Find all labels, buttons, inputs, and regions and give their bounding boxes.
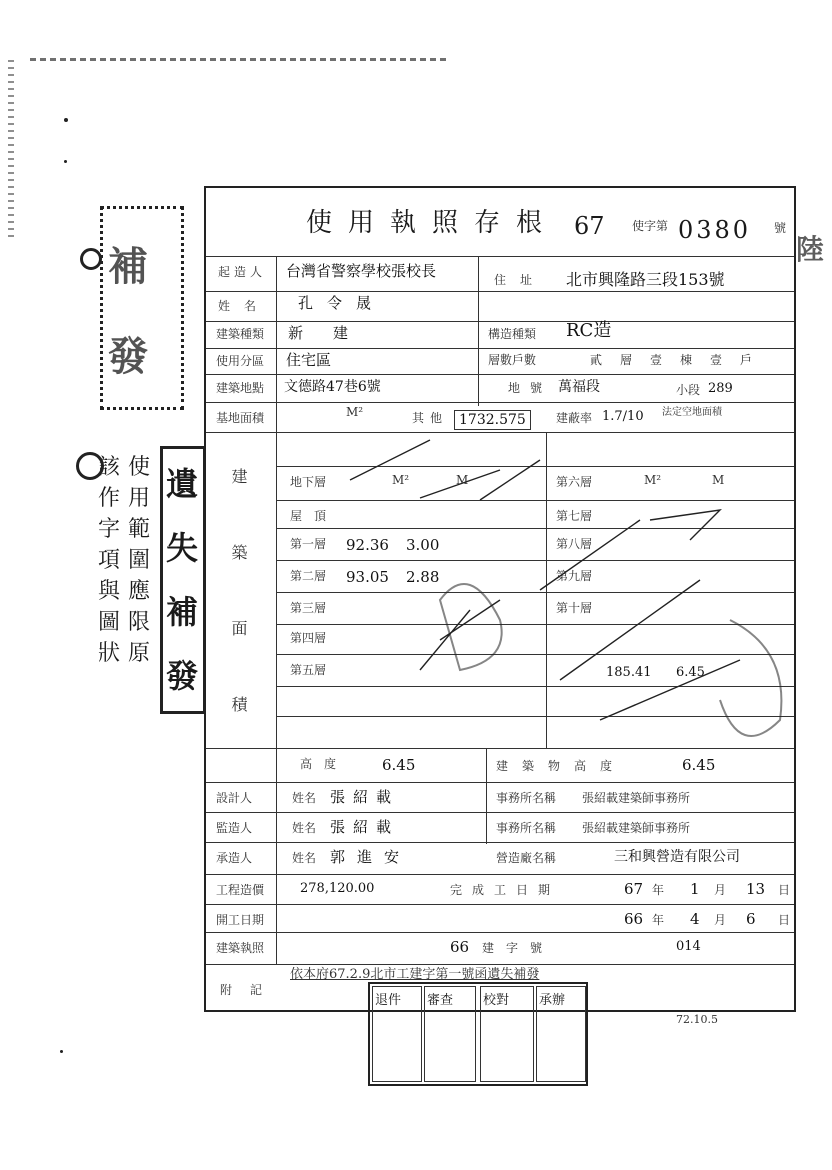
- location-value: 文德路47巷6號: [284, 379, 381, 395]
- start-day-unit: 日: [778, 913, 791, 927]
- households-value: 貳層壹棟壹戶: [590, 353, 771, 367]
- builder-label: 承造人: [216, 851, 253, 865]
- seal-char: 補: [108, 243, 148, 290]
- structure-value: RC造: [566, 320, 612, 341]
- building-type-label: 建築種類: [216, 327, 265, 341]
- designer-firm: 張紹載建築師事務所: [582, 791, 691, 805]
- speck: [60, 1050, 63, 1053]
- builder-firm: 三和興營造有限公司: [614, 849, 740, 865]
- circle-mark: [80, 248, 102, 270]
- floor-9-label: 第九層: [556, 569, 593, 583]
- builder-name-label: 姓名: [292, 851, 317, 865]
- designer-name: 張紹載: [330, 788, 400, 806]
- side-note-col-1: 該 作 字 項 與 圖 狀: [98, 455, 121, 666]
- supervisor-firm: 張紹載建築師事務所: [582, 821, 691, 835]
- seal-text: [108, 222, 148, 402]
- start-day: 6: [746, 910, 756, 928]
- start-year-unit: 年: [652, 913, 665, 927]
- supervisor-firm-label: 事務所名稱: [496, 821, 557, 835]
- form-number-suffix: 號: [774, 221, 787, 235]
- address-label: 住址: [494, 273, 547, 287]
- form-year: 67: [574, 212, 605, 240]
- floor-10-label: 第十層: [556, 601, 593, 615]
- start-month: 4: [690, 910, 700, 928]
- floor-3-label: 第三層: [290, 601, 327, 615]
- building-height-value: 6.45: [682, 756, 716, 774]
- floor-2-height: 2.88: [406, 568, 440, 586]
- completion-label: 完成工日期: [450, 883, 561, 897]
- structure-label: 構造種類: [488, 327, 537, 341]
- approval-stamp: 審查: [424, 986, 476, 1082]
- ratio-value: 1.7/10: [602, 409, 644, 424]
- building-height-label: 建築物高度: [496, 759, 627, 773]
- form-number: 0380: [678, 216, 752, 244]
- total-label: 其他: [412, 411, 449, 425]
- usage-value: 住宅區: [286, 351, 332, 369]
- applicant-label: 起造人: [218, 265, 267, 279]
- form-number-label: 使字第: [632, 219, 669, 233]
- permit-form: [204, 186, 796, 1012]
- remarks-label: 附記: [220, 983, 281, 997]
- right-edge-mark: 陸: [796, 233, 825, 266]
- applicant-value: 台灣省警察學校張校長: [286, 262, 437, 280]
- location-label: 建築地點: [216, 381, 265, 395]
- total-value: 1732.575: [454, 410, 531, 430]
- floor-1-label: 第一層: [290, 537, 327, 551]
- designer-firm-label: 事務所名稱: [496, 791, 557, 805]
- roof-label: 屋頂: [290, 509, 339, 523]
- permit-text: 建字號: [482, 941, 555, 955]
- address-value: 北市興隆路三段153號: [566, 270, 725, 289]
- unit-m2: M²: [392, 473, 410, 487]
- floor-1-height: 3.00: [406, 536, 440, 554]
- designer-label: 設計人: [216, 791, 253, 805]
- floor-5-label: 第五層: [290, 663, 327, 677]
- completion-day-unit: 日: [778, 883, 791, 897]
- floor-1-area: 92.36: [346, 536, 389, 554]
- completion-month-unit: 月: [714, 883, 727, 897]
- start-month-unit: 月: [714, 913, 727, 927]
- unit-m: M: [712, 473, 725, 487]
- name-value: 孔令晟: [298, 294, 386, 312]
- floor-2-area: 93.05: [346, 568, 389, 586]
- lot-value: 萬福段: [558, 379, 600, 395]
- side-note-col-2: 使 用 範 圍 應 限 原: [128, 455, 151, 666]
- supervisor-label: 監造人: [216, 821, 253, 835]
- name-label: 姓名: [218, 299, 271, 313]
- permit-label: 建築執照: [216, 941, 265, 955]
- supervisor-name-label: 姓名: [292, 821, 317, 835]
- floor-2-label: 第二層: [290, 569, 327, 583]
- height-value: 6.45: [382, 756, 416, 774]
- floor-6-label: 第六層: [556, 475, 593, 489]
- scan-edge-top: [30, 58, 450, 61]
- speck: [64, 118, 68, 122]
- designer-name-label: 姓名: [292, 791, 317, 805]
- floor-section-label: 建築面積: [229, 468, 248, 772]
- scan-edge-left: [8, 60, 14, 240]
- area-label: 小段: [676, 383, 701, 397]
- completion-month: 1: [690, 880, 700, 898]
- builder-firm-label: 營造廠名稱: [496, 851, 557, 865]
- usage-label: 使用分區: [216, 354, 265, 368]
- supervisor-name: 張紹載: [330, 818, 400, 836]
- approval-stamp: 校對: [480, 986, 534, 1082]
- floor-8-label: 第八層: [556, 537, 593, 551]
- unit-m2: M²: [644, 473, 662, 487]
- permit-year: 66: [450, 938, 470, 956]
- cost-label: 工程造價: [216, 883, 265, 897]
- basement-label: 地下層: [290, 475, 327, 489]
- builder-name: 郭進安: [330, 848, 412, 866]
- completion-year-unit: 年: [652, 883, 665, 897]
- cost-value: 278,120.00: [300, 881, 375, 896]
- ratio-label: 建蔽率: [556, 411, 593, 425]
- start-year: 66: [624, 910, 644, 928]
- start-label: 開工日期: [216, 913, 265, 927]
- footer-code: 72.10.5: [676, 1013, 718, 1026]
- circle-mark: [76, 452, 104, 480]
- floor-total-height: 6.45: [676, 665, 705, 680]
- completion-year: 67: [624, 880, 644, 898]
- area-value: 289: [708, 381, 733, 396]
- floor-7-label: 第七層: [556, 509, 593, 523]
- building-type-value: 新建: [288, 324, 379, 342]
- completion-day: 13: [746, 880, 766, 898]
- seal-char: 發: [108, 333, 148, 380]
- speck: [64, 160, 67, 163]
- site-area-unit: M²: [346, 405, 364, 419]
- open-space-note: 法定空地面積: [662, 407, 722, 418]
- floor-total-area: 185.41: [606, 665, 652, 680]
- households-label: 層數戶數: [488, 353, 537, 367]
- permit-number: 014: [676, 939, 701, 954]
- form-title: 使用執照存根: [306, 208, 559, 238]
- lot-label: 地號: [508, 381, 553, 395]
- approval-stamp: 承辦: [536, 986, 586, 1082]
- unit-m: M: [456, 473, 469, 487]
- remarks-note: 依本府67.2.9北市工建字第一號函遺失補發: [290, 967, 540, 982]
- height-label: 高度: [300, 757, 349, 771]
- floor-4-label: 第四層: [290, 631, 327, 645]
- site-area-label: 基地面積: [216, 411, 265, 425]
- lost-reissue-text: 遺 失 補 發: [166, 465, 199, 695]
- approval-stamp: 退件: [372, 986, 422, 1082]
